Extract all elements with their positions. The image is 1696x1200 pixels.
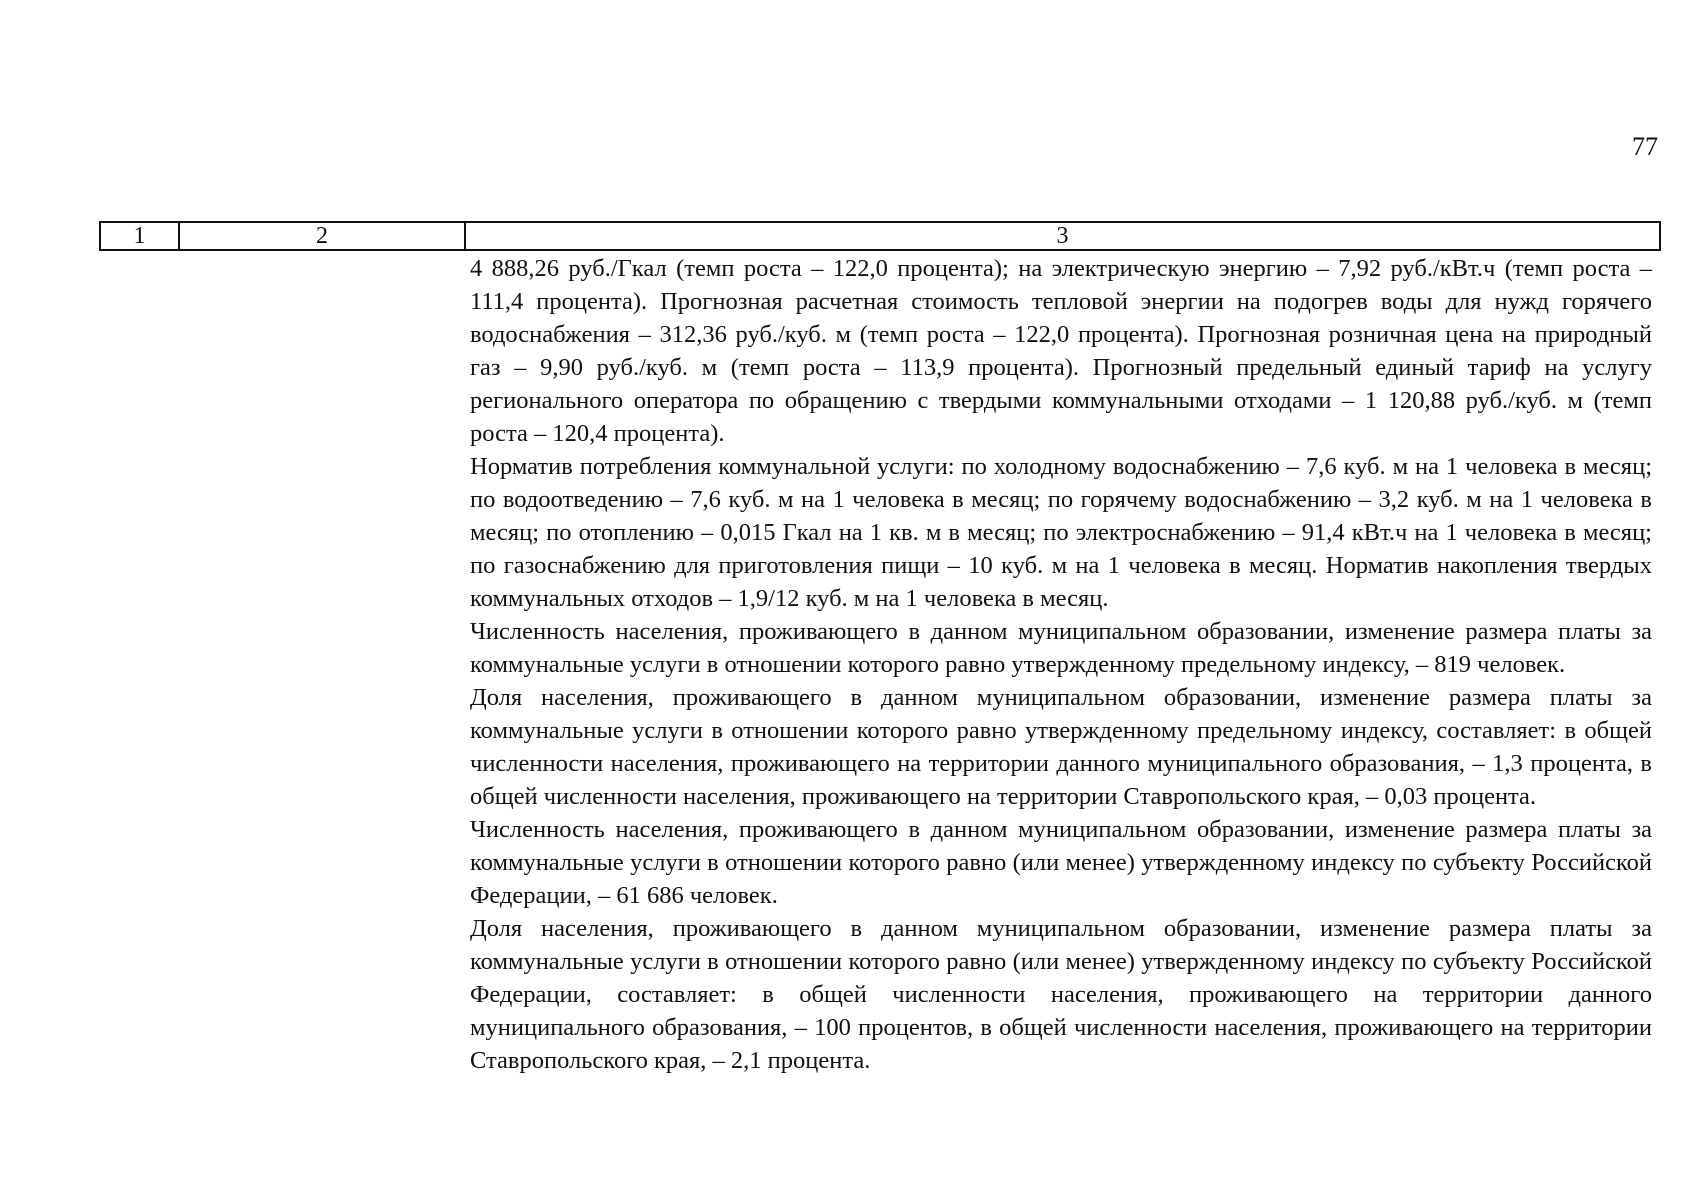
paragraph-share-limit-index: Доля населения, проживающего в данном муниципальном образовании, изменение размера платы за коммунальные услуги в отношении которого равно утвержденному предельному индексу, составляет: в общей численности населения, проживающего на территории данного муниципального образования, – 1,3 процента, в общей численности населения, проживающего на территории Ставропольского края, – 0,03 процента.	[470, 684, 1652, 810]
paragraph-population-limit-index: Численность населения, проживающего в данном муниципальном образовании, изменение размера платы за коммунальные услуги в отношении которого равно утвержденному предельному индексу, – 819 человек.	[470, 618, 1652, 678]
paragraph-population-subject-index: Численность населения, проживающего в данном муниципальном образовании, изменение размера платы за коммунальные услуги в отношении которого равно (или менее) утвержденному индексу по субъекту Российской Федерации, – 61 686 человек.	[470, 816, 1652, 909]
table-header-cell-2: 2	[180, 223, 466, 249]
table-header-cell-3: 3	[1056, 223, 1069, 249]
page-number: 77	[1632, 132, 1658, 161]
table-body-text	[470, 252, 1652, 1077]
paragraph-share-subject-index: Доля населения, проживающего в данном муниципальном образовании, изменение размера платы за коммунальные услуги в отношении которого равно (или менее) утвержденному индексу по субъекту Российской Федерации, составляет: в общей численности населения, проживающего на территории данного муниципального образования, – 100 процентов, в общей численности населения, проживающего на территории Ставропольского края, – 2,1 процента.	[470, 915, 1652, 1074]
table-header-cell-1: 1	[101, 223, 180, 249]
paragraph-consumption-norms: Норматив потребления коммунальной услуги: по холодному водоснабжению – 7,6 куб. м на 1 человека в месяц; по водоотведению – 7,6 куб. м на 1 человека в месяц; по горячему водоснабжению – 3,2 куб. м на 1 человека в месяц; по отоплению – 0,015 Гкал на 1 кв. м в месяц; по электроснабжению – 91,4 кВт.ч на 1 человека в месяц; по газоснабжению для приготовления пищи – 10 куб. м на 1 человека в месяц. Норматив накопления твердых коммунальных отходов – 1,9/12 куб. м на 1 человека в месяц.	[470, 453, 1652, 612]
table-header-row	[99, 221, 1661, 251]
paragraph-tariffs: 4 888,26 руб./Гкал (темп роста – 122,0 процента); на электрическую энергию – 7,92 руб./кВт.ч (темп роста – 111,4 процента). Прогнозная расчетная стоимость тепловой энергии на подогрев воды для нужд горячего водоснабжения – 312,36 руб./куб. м (темп роста – 122,0 процента). Прогнозная розничная цена на природный газ – 9,90 руб./куб. м (темп роста – 113,9 процента). Прогнозный предельный единый тариф на услугу регионального оператора по обращению с твердыми коммунальными отходами – 1 120,88 руб./куб. м (темп роста – 120,4 процента).	[470, 255, 1652, 447]
